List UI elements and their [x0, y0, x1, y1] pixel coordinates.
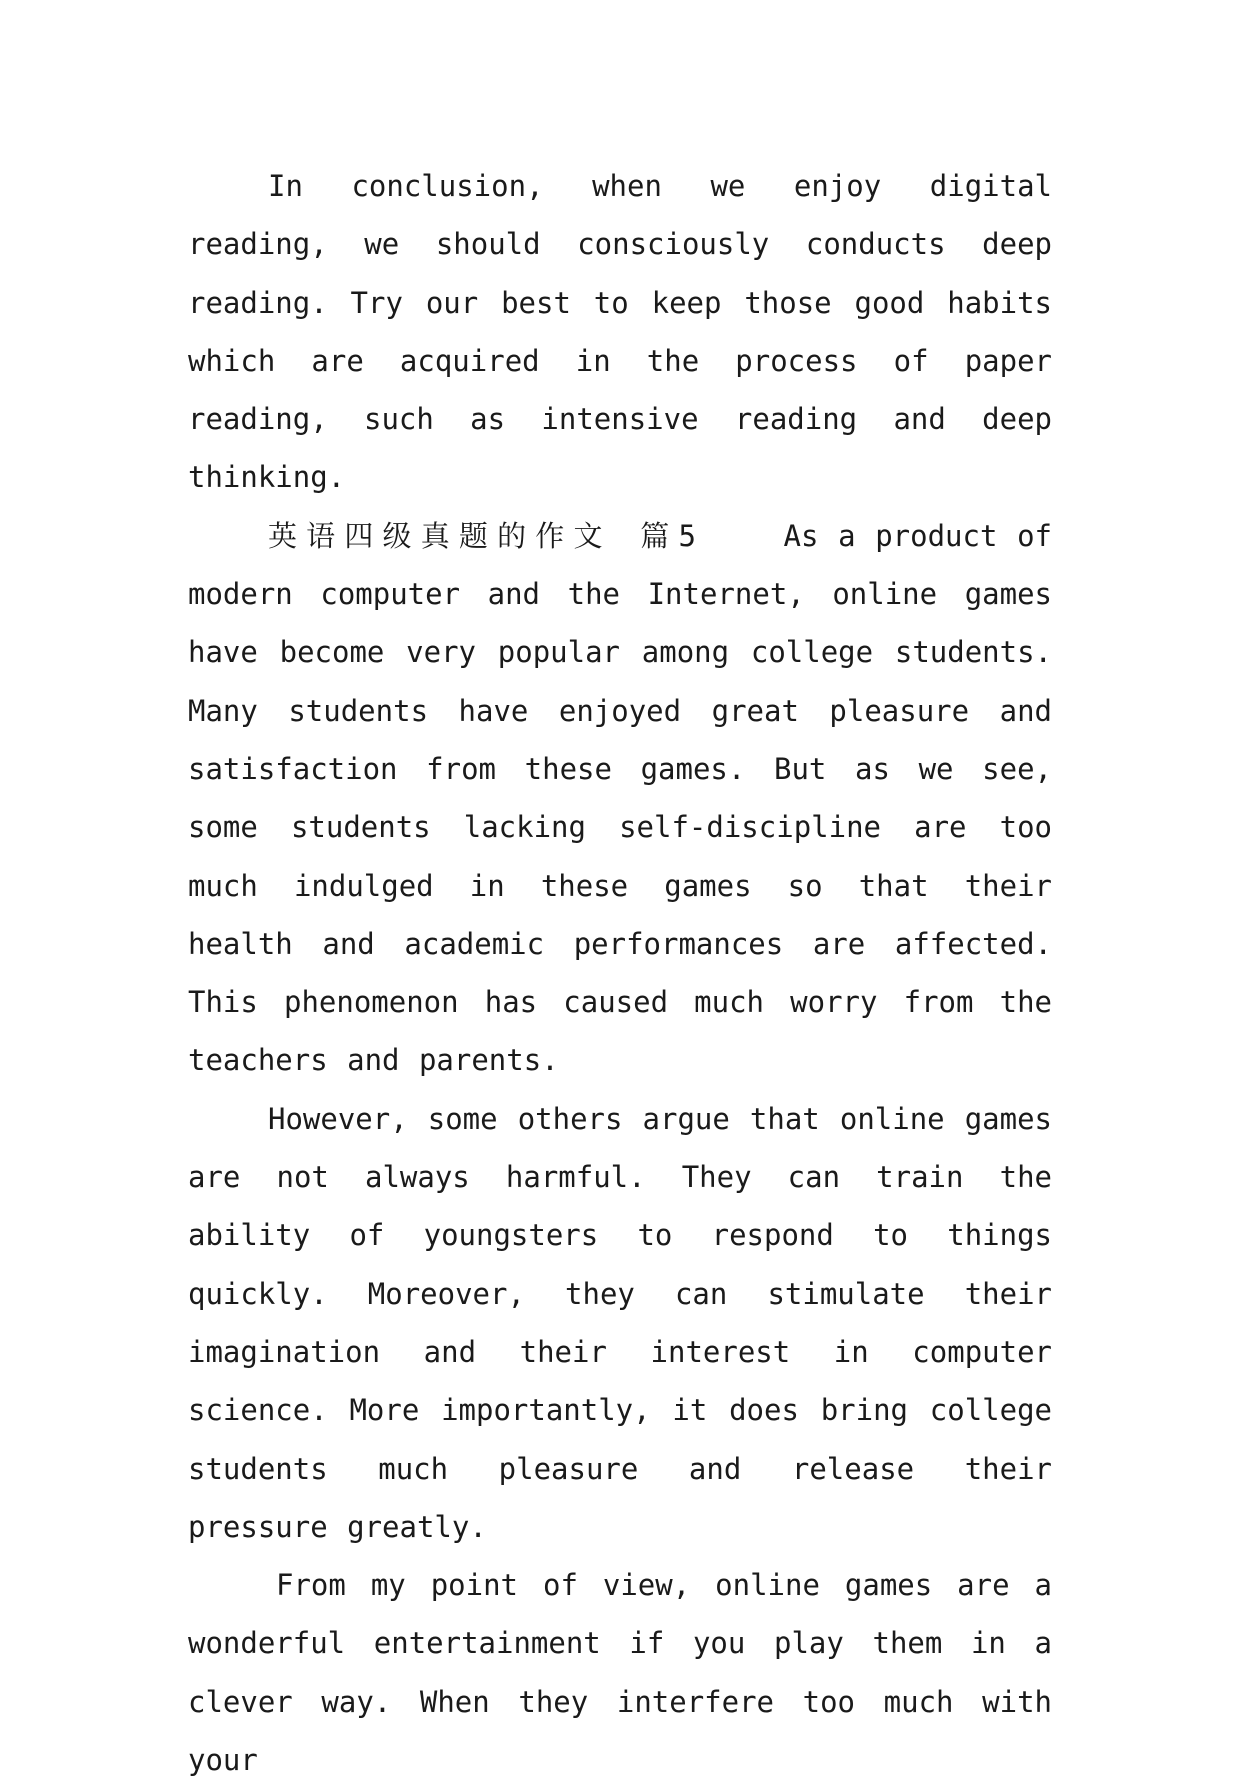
paragraph-conclusion — [188, 157, 1052, 507]
paragraph-point-of-view — [188, 1556, 1052, 1789]
paragraph-text: From my point of view, online games are a wonderful entertainment if you play them in a clever way. When they interfere too much with your — [188, 1568, 1052, 1778]
paragraph-text: In conclusion, when we enjoy digital reading, we should consciously conducts deep reading. Try our best to keep those good habits which are acquired in the process of paper reading, such as intensive reading and deep thinking. — [188, 169, 1052, 495]
paragraph-essay-5 — [188, 507, 1052, 1090]
paragraph-text: However, some others argue that online games are not always harmful. They can train the ability of youngsters to respond to things quickly. Moreover, they can stimulate their imagination and their interest in computer science. More importantly, it does bring college students much pleasure and release their pressure greatly. — [188, 1101, 1052, 1544]
essay-heading: 英语四级真题的作文 篇5 — [268, 518, 705, 553]
paragraph-text: As a product of modern computer and the Internet, online games have become very popular among college students. Many students have enjoyed great pleasure and satisfaction from these games. But as we see, some students lacking self-discipline are too much indulged in these games so that their health and academic performances are affected. This phenomenon has caused much worry from the teachers and parents. — [188, 518, 1052, 1078]
paragraph-however — [188, 1090, 1052, 1556]
body-text — [188, 157, 1052, 1789]
